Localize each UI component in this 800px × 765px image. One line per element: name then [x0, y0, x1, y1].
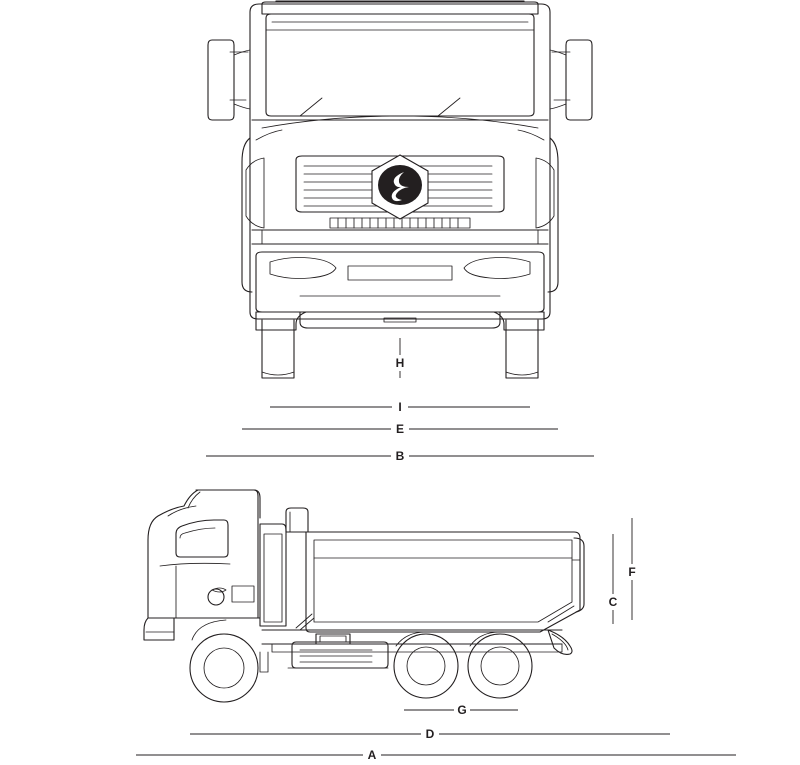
front-view-dimensions [206, 338, 594, 464]
side-view-dimensions [136, 518, 736, 763]
dim-label-G: G [457, 703, 467, 718]
front-view [208, 1, 592, 378]
side-view [144, 490, 584, 702]
dim-label-E: E [395, 422, 405, 437]
dim-label-I: I [398, 400, 402, 415]
dim-label-H: H [395, 356, 405, 371]
dim-label-D: D [425, 727, 435, 742]
dim-label-F: F [628, 565, 636, 580]
dim-label-A: A [367, 748, 377, 763]
dim-label-B: B [395, 449, 405, 464]
dim-label-C: C [608, 595, 618, 610]
